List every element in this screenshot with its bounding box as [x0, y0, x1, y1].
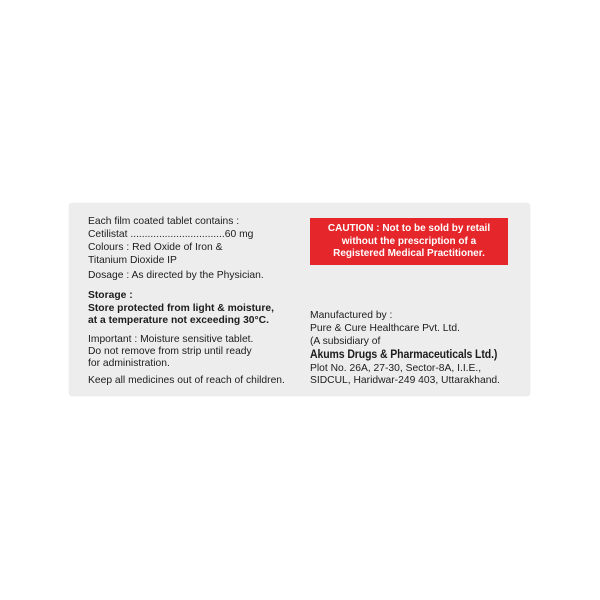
caution-line-1: CAUTION : Not to be sold by retail [327, 223, 491, 234]
colours-line-1: Colours : Red Oxide of Iron & [88, 242, 223, 253]
important-line-2: Do not remove from strip until ready [88, 346, 252, 357]
manufacturer-address-2: SIDCUL, Haridwar-249 403, Uttarakhand. [310, 375, 501, 386]
important-line-1: Important : Moisture sensitive tablet. [88, 334, 254, 345]
manufacturer-heading: Manufactured by : [310, 310, 393, 321]
important-line-3: for administration. [88, 358, 170, 369]
caution-line-3: Registered Medical Practitioner. [333, 248, 485, 259]
keep-away-warning: Keep all medicines out of reach of children. [88, 375, 285, 386]
storage-heading: Storage : [88, 290, 133, 301]
dosage-text: Dosage : As directed by the Physician. [88, 270, 264, 281]
caution-box [310, 218, 508, 265]
manufacturer-line-1: Pure & Cure Healthcare Pvt. Ltd. [310, 323, 460, 334]
storage-line-2: at a temperature not exceeding 30°C. [88, 315, 269, 326]
medicine-label-panel [69, 203, 530, 396]
ingredient-line: Cetilistat .................................60 mg [88, 229, 254, 240]
colours-line-2: Titanium Dioxide IP [88, 255, 177, 266]
composition-heading: Each film coated tablet contains : [88, 216, 240, 227]
manufacturer-company: Akums Drugs & Pharmaceuticals Ltd.) [310, 348, 498, 362]
caution-line-2: without the prescription of a [341, 235, 477, 247]
manufacturer-address-1: Plot No. 26A, 27-30, Sector-8A, I.I.E., [310, 363, 482, 374]
storage-line-1: Store protected from light & moisture, [88, 303, 274, 314]
manufacturer-line-2: (A subsidiary of [310, 336, 381, 347]
